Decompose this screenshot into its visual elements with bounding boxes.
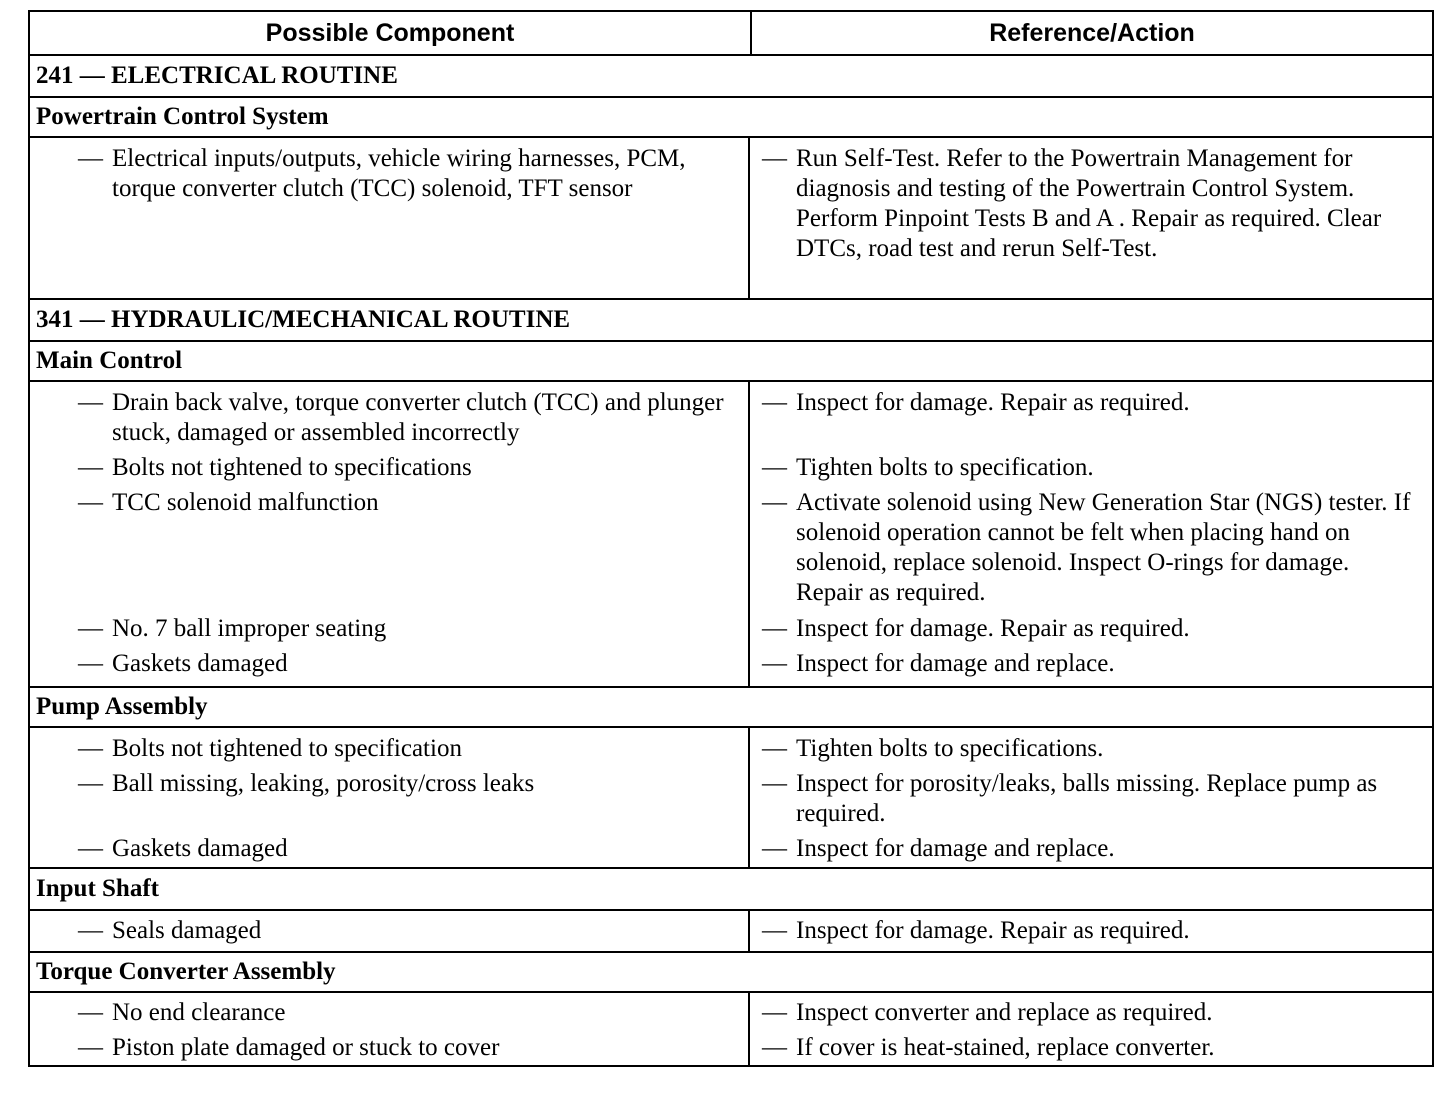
component-text: Bolts not tightened to specification	[112, 735, 462, 762]
action-text: Activate solenoid using New Generation Star (NGS) tester. If solenoid operation cannot be felt when placing hand on solenoid, replace solenoid. Inspect O-rings for damage. Repair as required.	[796, 489, 1411, 606]
action-column	[750, 911, 1432, 951]
dash-marker: —	[78, 835, 103, 862]
action-text: Inspect for porosity/leaks, balls missing. Replace pump as required.	[796, 770, 1378, 827]
dash-marker: —	[762, 735, 787, 762]
dash-marker: —	[78, 389, 103, 416]
group-title-main-control: Main Control	[30, 342, 1432, 382]
action-column	[750, 728, 1432, 867]
action-text: Inspect converter and replace as required.	[796, 999, 1213, 1026]
component-text: No end clearance	[112, 999, 286, 1026]
component-text: TCC solenoid malfunction	[112, 489, 379, 516]
component-column	[30, 993, 750, 1065]
dash-marker: —	[78, 917, 103, 944]
component-text: Drain back valve, torque converter clutch (TCC) and plunger stuck, damaged or assembled incorrectly	[112, 389, 724, 446]
action-text: Tighten bolts to specification.	[796, 454, 1094, 481]
component-text: Piston plate damaged or stuck to cover	[112, 1034, 500, 1061]
action-text: Inspect for damage and replace.	[796, 835, 1115, 862]
section-hydraulic-mechanical-routine: 341 — HYDRAULIC/MECHANICAL ROUTINE	[30, 300, 1432, 342]
component-item	[78, 769, 738, 834]
dash-marker: —	[762, 650, 787, 677]
group-title-pump-assembly: Pump Assembly	[30, 688, 1432, 728]
action-item	[762, 649, 1422, 684]
action-item	[762, 144, 1422, 264]
component-item	[78, 916, 738, 946]
dash-marker: —	[78, 454, 103, 481]
action-item	[762, 614, 1422, 649]
dash-marker: —	[78, 999, 103, 1026]
group-title-input-shaft: Input Shaft	[30, 869, 1432, 911]
component-item	[78, 1033, 738, 1063]
dash-marker: —	[78, 489, 103, 516]
dash-marker: —	[762, 145, 787, 172]
component-text: Gaskets damaged	[112, 835, 288, 862]
group-body-powertrain	[30, 138, 1432, 300]
action-text: Inspect for damage. Repair as required.	[796, 917, 1190, 944]
component-item	[78, 144, 738, 204]
action-column	[750, 993, 1432, 1065]
dash-marker: —	[78, 735, 103, 762]
dash-marker: —	[78, 770, 103, 797]
component-text: Seals damaged	[112, 917, 262, 944]
action-text: If cover is heat-stained, replace converter.	[796, 1034, 1215, 1061]
group-body-main-control	[30, 382, 1432, 688]
action-text: Tighten bolts to specifications.	[796, 735, 1104, 762]
action-item	[762, 388, 1422, 453]
group-body-pump-assembly	[30, 728, 1432, 869]
action-text: Inspect for damage. Repair as required.	[796, 389, 1190, 416]
group-body-torque-converter	[30, 993, 1432, 1065]
dash-marker: —	[762, 489, 787, 516]
action-item	[762, 1033, 1422, 1063]
component-column	[30, 138, 750, 298]
component-text: No. 7 ball improper seating	[112, 615, 387, 642]
group-title-powertrain: Powertrain Control System	[30, 98, 1432, 138]
component-item	[78, 614, 738, 649]
action-item	[762, 916, 1422, 946]
action-item	[762, 734, 1422, 769]
dash-marker: —	[762, 454, 787, 481]
component-text: Bolts not tightened to specifications	[112, 454, 472, 481]
action-text: Inspect for damage and replace.	[796, 650, 1115, 677]
action-column	[750, 138, 1432, 298]
dash-marker: —	[78, 145, 103, 172]
action-text: Inspect for damage. Repair as required.	[796, 615, 1190, 642]
header-possible-component: Possible Component	[30, 12, 752, 54]
dash-marker: —	[762, 615, 787, 642]
group-body-input-shaft	[30, 911, 1432, 953]
dash-marker: —	[762, 1034, 787, 1061]
section-electrical-routine: 241 — ELECTRICAL ROUTINE	[30, 56, 1432, 98]
component-text: Gaskets damaged	[112, 650, 288, 677]
dash-marker: —	[762, 917, 787, 944]
action-item	[762, 769, 1422, 834]
component-item	[78, 734, 738, 769]
action-item	[762, 998, 1422, 1033]
action-item	[762, 453, 1422, 488]
component-text: Electrical inputs/outputs, vehicle wiring harnesses, PCM, torque converter clutch (TCC) solenoid, TFT sensor	[112, 145, 686, 202]
diagnosis-table	[28, 10, 1434, 1067]
action-column	[750, 382, 1432, 686]
component-item	[78, 453, 738, 488]
dash-marker: —	[762, 770, 787, 797]
dash-marker: —	[762, 389, 787, 416]
dash-marker: —	[78, 1034, 103, 1061]
action-text: Run Self-Test. Refer to the Powertrain Management for diagnosis and testing of the Powertrain Control System. Perform Pinpoint Tests B and A . Repair as required. Clear DTCs, road test and rerun Self-Test.	[796, 145, 1382, 262]
dash-marker: —	[762, 999, 787, 1026]
dash-marker: —	[78, 615, 103, 642]
component-item	[78, 834, 738, 864]
component-item	[78, 388, 738, 453]
component-item	[78, 488, 738, 614]
dash-marker: —	[762, 835, 787, 862]
component-column	[30, 382, 750, 686]
component-text: Ball missing, leaking, porosity/cross leaks	[112, 770, 535, 797]
action-item	[762, 834, 1422, 864]
header-reference-action: Reference/Action	[989, 18, 1195, 47]
dash-marker: —	[78, 650, 103, 677]
component-item	[78, 998, 738, 1033]
component-column	[30, 728, 750, 867]
action-item	[762, 488, 1422, 614]
table-header	[30, 12, 1432, 56]
component-item	[78, 649, 738, 684]
group-title-torque-converter: Torque Converter Assembly	[30, 953, 1432, 993]
component-column	[30, 911, 750, 951]
